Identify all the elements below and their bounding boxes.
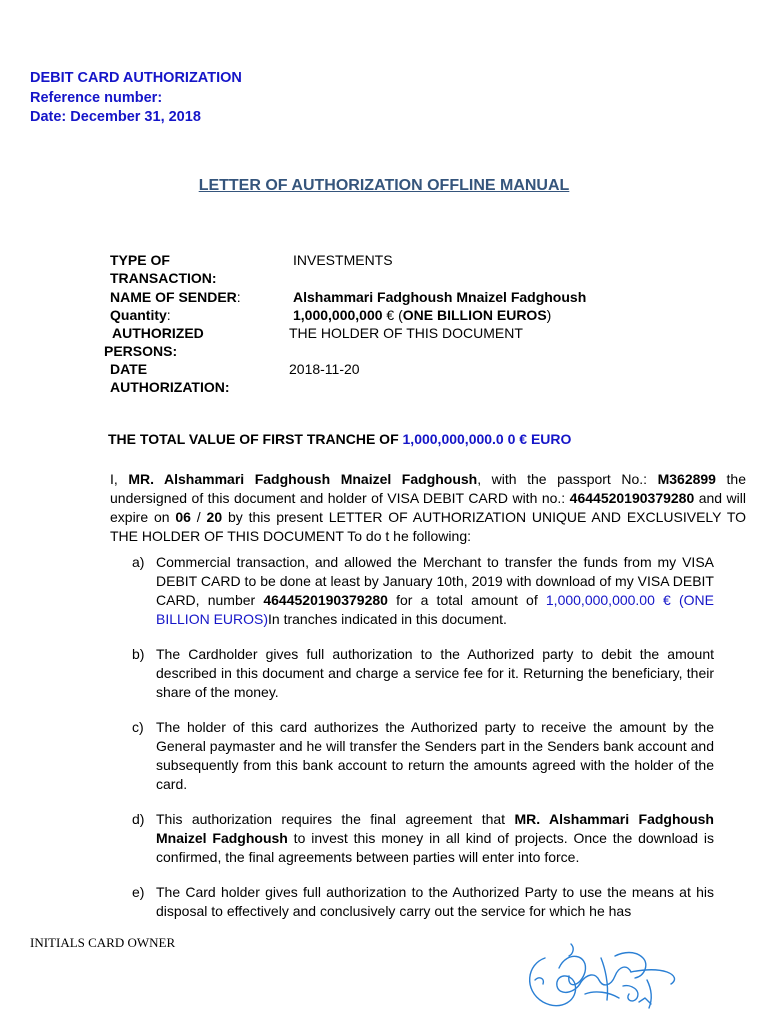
authorized-label-line2: PERSONS: xyxy=(104,343,178,359)
list-marker-b: b) xyxy=(132,646,145,662)
card-number: 4644520190379280 xyxy=(569,490,695,506)
intro-t2: , with the passport No.: xyxy=(477,471,658,487)
quantity-amount: 1,000,000,000 xyxy=(293,307,383,323)
item-a-t3: In tranches indicated in this document. xyxy=(268,611,507,627)
quantity-label-text: Quantity xyxy=(110,307,167,323)
item-a-card-number: 4644520190379280 xyxy=(263,592,388,608)
list-text-b: The Cardholder gives full authorization to the Authorized party to debit the amount described in this document and charge a service fee for it. Returning the beneficiary, their share of the money. xyxy=(156,646,714,700)
list-item-c xyxy=(132,718,714,794)
item-a-t1: Commercial transaction, and allowed the Merchant to transfer the funds from my VISA DEBIT CARD to be done at least by January 10th, 2019 with download of my VISA DEBIT CARD, number xyxy=(156,554,714,608)
list-text-e: The Card holder gives full authorization to the Authorized Party to use the means at his disposal to effectively and conclusively carry out the service for which he has xyxy=(156,884,714,919)
quantity-value xyxy=(293,307,551,323)
list-item-e xyxy=(132,883,714,921)
item-d-t2: to invest this money in all kind of projects. Once the download is confirmed, the final agreements between parties will enter into force. xyxy=(156,830,714,865)
date-label-line2: AUTHORIZATION: xyxy=(110,379,230,395)
list-text-d xyxy=(156,810,714,867)
sender-label-colon: : xyxy=(236,289,241,305)
type-label-line2: TRANSACTION: xyxy=(110,270,217,286)
sender-label xyxy=(110,289,241,305)
quantity-euro: € ( xyxy=(382,307,403,323)
doc-type-heading: DEBIT CARD AUTHORIZATION xyxy=(30,70,242,86)
intro-paragraph xyxy=(110,470,746,546)
intro-t4: and will expire on xyxy=(110,490,746,525)
quantity-close: ) xyxy=(546,307,552,323)
expiry-month: 06 xyxy=(175,509,191,525)
list-item-a xyxy=(132,553,714,629)
list-marker-c: c) xyxy=(132,719,144,735)
quantity-words: ONE BILLION EUROS xyxy=(402,307,547,323)
quantity-label xyxy=(110,307,171,323)
signature-strokes xyxy=(530,944,675,1008)
holder-name: MR. Alshammari Fadghoush Mnaizel Fadghoush xyxy=(128,471,478,487)
initials-label: INITIALS CARD OWNER xyxy=(30,935,176,950)
item-a-amount: 1,000,000,000.00 € (ONE BILLION EUROS) xyxy=(156,592,714,627)
list-text-c: The holder of this card authorizes the Authorized party to receive the amount by the General paymaster and he will transfer the Senders part in the Senders bank account and subsequently from this bank account to return the amounts agreed with the holder of the card. xyxy=(156,719,714,792)
item-a-t2: for a total amount of xyxy=(387,592,546,608)
sender-value: Alshammari Fadghoush Mnaizel Fadghoush xyxy=(293,289,587,305)
intro-t1: I, xyxy=(110,471,129,487)
tranche-total xyxy=(108,431,571,447)
type-label-line1: TYPE OF xyxy=(110,252,170,268)
quantity-label-colon: : xyxy=(166,307,171,323)
list-item-d xyxy=(132,810,714,867)
list-marker-d: d) xyxy=(132,811,145,827)
intro-t3: the undersigned of this document and holder of VISA DEBIT CARD with no.: xyxy=(110,471,746,506)
date-value: 2018-11-20 xyxy=(289,361,360,377)
passport-number: M362899 xyxy=(657,471,716,487)
list-marker-e: e) xyxy=(132,884,145,900)
tranche-prefix: THE TOTAL VALUE OF FIRST TRANCHE OF xyxy=(108,431,403,447)
item-d-holder-name: MR. Alshammari Fadghoush Mnaizel Fadghoush xyxy=(156,811,714,846)
document-date: Date: December 31, 2018 xyxy=(30,109,201,125)
date-label-line1: DATE xyxy=(110,361,148,377)
authorized-value: THE HOLDER OF THIS DOCUMENT xyxy=(289,325,523,341)
list-marker-a: a) xyxy=(132,554,145,570)
reference-number-label: Reference number: xyxy=(30,90,163,106)
authorized-label-line1: AUTHORIZED xyxy=(112,325,204,341)
tranche-amount: 1,000,000,000.0 0 € EURO xyxy=(402,431,572,447)
signature-icon xyxy=(515,928,685,1018)
intro-t5: by this present LETTER OF AUTHORIZATION UNIQUE AND EXCLUSIVELY TO THE HOLDER OF THIS DOCUMENT To do t he following: xyxy=(110,509,747,544)
item-d-t1: This authorization requires the final agreement that xyxy=(156,811,515,827)
type-value: INVESTMENTS xyxy=(293,252,393,268)
expiry-year: 20 xyxy=(206,509,223,525)
expiry-separator: / xyxy=(190,509,207,525)
list-item-b xyxy=(132,645,714,702)
list-text-a xyxy=(156,553,714,629)
sender-label-text: NAME OF SENDER xyxy=(110,289,237,305)
page-title: LETTER OF AUTHORIZATION OFFLINE MANUAL xyxy=(198,177,570,194)
